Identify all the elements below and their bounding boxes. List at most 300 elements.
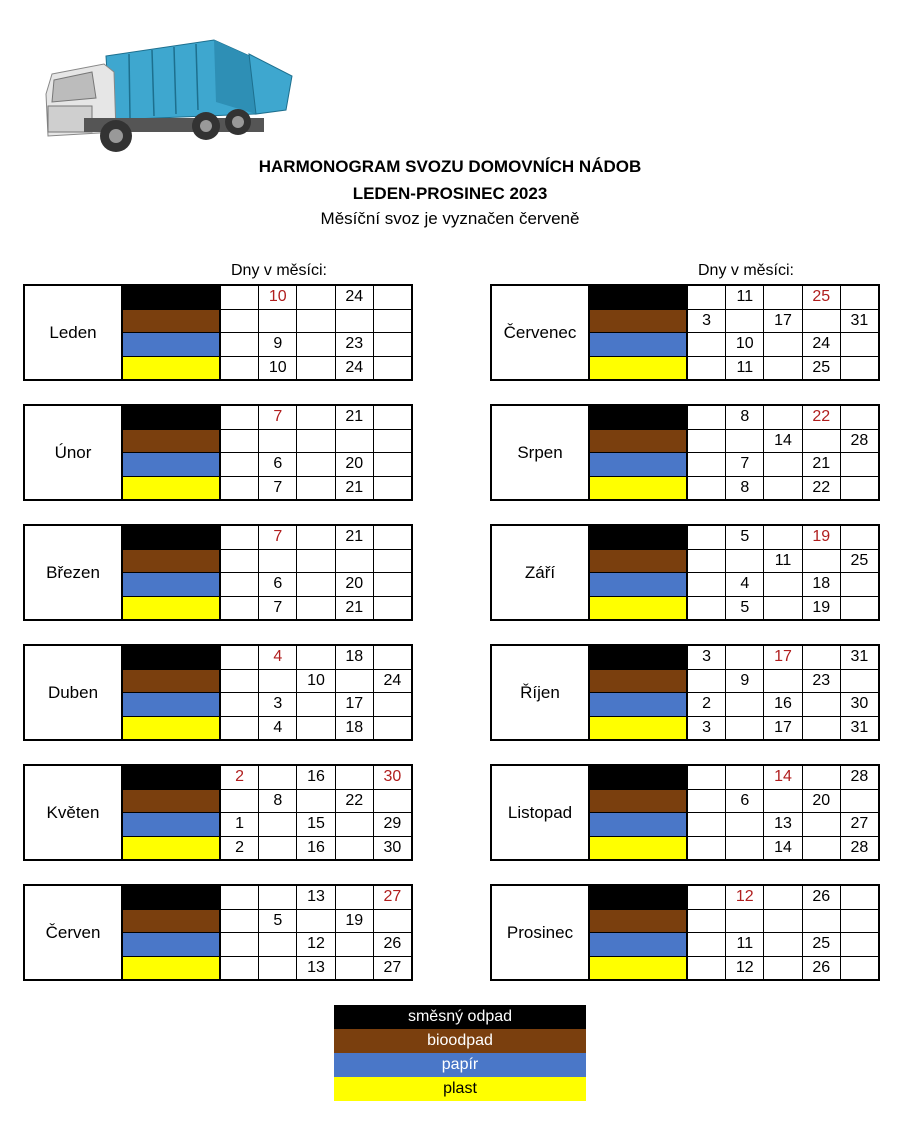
day-cell bbox=[221, 526, 259, 549]
day-cell bbox=[688, 933, 726, 956]
day-cell: 10 bbox=[259, 357, 297, 380]
waste-row bbox=[590, 837, 878, 860]
day-cell bbox=[841, 286, 878, 309]
waste-color-swatch bbox=[590, 526, 688, 549]
day-cell: 3 bbox=[688, 717, 726, 740]
day-cell: 30 bbox=[383, 768, 402, 786]
waste-color-swatch bbox=[590, 357, 688, 380]
day-cell bbox=[726, 550, 764, 573]
day-cell bbox=[688, 526, 726, 549]
waste-color-swatch bbox=[123, 957, 221, 980]
waste-color-swatch bbox=[590, 477, 688, 500]
day-cell: 26 bbox=[383, 935, 402, 953]
day-cell bbox=[297, 646, 335, 669]
month-table bbox=[490, 764, 880, 861]
waste-color-swatch bbox=[590, 597, 688, 620]
day-cell bbox=[259, 813, 297, 836]
month-name: Červenec bbox=[492, 286, 590, 379]
day-cell: 4 bbox=[259, 646, 297, 669]
waste-color-swatch bbox=[123, 837, 221, 860]
waste-row bbox=[590, 286, 878, 310]
day-cell bbox=[841, 790, 878, 813]
day-cell: 19 bbox=[336, 910, 374, 933]
waste-color-swatch bbox=[590, 693, 688, 716]
day-cell bbox=[336, 837, 374, 860]
waste-row bbox=[590, 910, 878, 934]
day-cell bbox=[764, 357, 802, 380]
day-cell bbox=[841, 910, 878, 933]
day-cell bbox=[221, 670, 259, 693]
day-cell bbox=[336, 933, 374, 956]
day-cell: 8 bbox=[726, 406, 764, 429]
day-cell: 20 bbox=[336, 453, 374, 476]
waste-row bbox=[123, 550, 411, 574]
waste-color-swatch bbox=[590, 957, 688, 980]
month-name: Červen bbox=[25, 886, 123, 979]
day-cell bbox=[259, 670, 297, 693]
day-cell bbox=[297, 717, 335, 740]
day-cell bbox=[297, 693, 335, 716]
day-cell bbox=[221, 453, 259, 476]
day-cell: 31 bbox=[850, 311, 869, 329]
day-cell: 9 bbox=[726, 670, 764, 693]
month-name: Září bbox=[492, 526, 590, 619]
day-cell bbox=[841, 573, 878, 596]
waste-row bbox=[590, 933, 878, 957]
waste-color-swatch bbox=[590, 310, 688, 333]
day-cell bbox=[764, 670, 802, 693]
day-cell: 22 bbox=[803, 406, 841, 429]
day-cell: 10 bbox=[726, 333, 764, 356]
day-cell: 13 bbox=[764, 813, 802, 836]
day-cell: 28 bbox=[850, 431, 869, 449]
day-cell bbox=[221, 717, 259, 740]
day-cell bbox=[726, 766, 764, 789]
day-cell: 19 bbox=[803, 526, 841, 549]
day-cell bbox=[764, 333, 802, 356]
waste-row bbox=[123, 646, 411, 670]
day-cell: 24 bbox=[336, 286, 374, 309]
day-cell bbox=[688, 910, 726, 933]
day-cell bbox=[726, 430, 764, 453]
waste-color-swatch bbox=[590, 886, 688, 909]
day-cell: 28 bbox=[850, 768, 869, 786]
day-cell bbox=[221, 957, 259, 980]
waste-color-swatch bbox=[123, 766, 221, 789]
day-cell bbox=[688, 957, 726, 980]
day-cell bbox=[297, 550, 335, 573]
waste-color-swatch bbox=[123, 430, 221, 453]
day-cell: 18 bbox=[336, 646, 374, 669]
day-cell: 11 bbox=[726, 357, 764, 380]
day-cell bbox=[374, 573, 411, 596]
day-cell bbox=[221, 477, 259, 500]
day-cell bbox=[841, 933, 878, 956]
month-table bbox=[490, 884, 880, 981]
waste-color-swatch bbox=[123, 717, 221, 740]
waste-row bbox=[123, 837, 411, 860]
day-cell bbox=[841, 597, 878, 620]
day-cell: 14 bbox=[764, 430, 802, 453]
day-cell: 16 bbox=[297, 766, 335, 789]
waste-row bbox=[123, 910, 411, 934]
waste-row bbox=[590, 717, 878, 740]
day-cell: 25 bbox=[803, 286, 841, 309]
day-cell bbox=[841, 333, 878, 356]
day-cell bbox=[374, 910, 411, 933]
day-cell bbox=[374, 717, 411, 740]
day-cell: 7 bbox=[726, 453, 764, 476]
day-cell bbox=[374, 646, 411, 669]
day-cell bbox=[764, 453, 802, 476]
page-title: HARMONOGRAM SVOZU DOMOVNÍCH NÁDOB bbox=[258, 157, 642, 176]
waste-row bbox=[590, 357, 878, 380]
day-cell: 13 bbox=[297, 957, 335, 980]
day-cell bbox=[688, 430, 726, 453]
day-cell bbox=[259, 837, 297, 860]
month-table bbox=[490, 644, 880, 741]
waste-row bbox=[123, 670, 411, 694]
day-cell: 21 bbox=[336, 597, 374, 620]
month-table bbox=[23, 404, 413, 501]
day-cell: 23 bbox=[336, 333, 374, 356]
day-cell: 16 bbox=[764, 693, 802, 716]
day-cell: 8 bbox=[726, 477, 764, 500]
day-cell: 31 bbox=[850, 718, 869, 736]
day-cell bbox=[764, 910, 802, 933]
day-cell bbox=[297, 910, 335, 933]
day-cell bbox=[259, 933, 297, 956]
month-table bbox=[23, 764, 413, 861]
day-cell bbox=[841, 886, 878, 909]
waste-color-swatch bbox=[123, 286, 221, 309]
day-cell bbox=[688, 790, 726, 813]
day-cell: 24 bbox=[383, 671, 402, 689]
day-cell bbox=[841, 526, 878, 549]
day-cell bbox=[764, 957, 802, 980]
month-table bbox=[23, 884, 413, 981]
month-name: Duben bbox=[25, 646, 123, 739]
month-table bbox=[490, 404, 880, 501]
day-cell bbox=[764, 477, 802, 500]
legend-item: směsný odpad bbox=[334, 1005, 586, 1029]
day-cell: 27 bbox=[850, 815, 869, 833]
day-cell bbox=[726, 646, 764, 669]
day-cell bbox=[688, 813, 726, 836]
day-cell bbox=[841, 477, 878, 500]
waste-color-swatch bbox=[590, 837, 688, 860]
day-cell: 7 bbox=[259, 597, 297, 620]
day-cell bbox=[297, 357, 335, 380]
day-cell bbox=[221, 573, 259, 596]
waste-row bbox=[590, 813, 878, 837]
day-cell bbox=[688, 406, 726, 429]
waste-color-swatch bbox=[590, 933, 688, 956]
waste-color-swatch bbox=[123, 933, 221, 956]
month-table bbox=[23, 644, 413, 741]
day-cell bbox=[297, 406, 335, 429]
waste-color-swatch bbox=[123, 333, 221, 356]
waste-row bbox=[123, 693, 411, 717]
day-cell bbox=[221, 333, 259, 356]
day-cell bbox=[374, 406, 411, 429]
day-cell: 20 bbox=[336, 573, 374, 596]
waste-color-swatch bbox=[123, 670, 221, 693]
day-cell: 18 bbox=[803, 573, 841, 596]
waste-row bbox=[590, 430, 878, 454]
waste-color-swatch bbox=[123, 357, 221, 380]
waste-row bbox=[123, 526, 411, 550]
day-cell bbox=[688, 573, 726, 596]
day-cell bbox=[336, 957, 374, 980]
waste-row bbox=[123, 766, 411, 790]
waste-row bbox=[590, 646, 878, 670]
day-cell: 24 bbox=[336, 357, 374, 380]
legend-item: bioodpad bbox=[334, 1029, 586, 1053]
waste-row bbox=[590, 526, 878, 550]
day-cell bbox=[336, 550, 374, 573]
day-cell bbox=[803, 550, 841, 573]
day-cell bbox=[297, 526, 335, 549]
day-cell bbox=[221, 886, 259, 909]
waste-color-swatch bbox=[123, 910, 221, 933]
waste-row bbox=[123, 357, 411, 380]
day-cell bbox=[803, 837, 841, 860]
month-name: Listopad bbox=[492, 766, 590, 859]
day-cell bbox=[764, 573, 802, 596]
waste-color-swatch bbox=[590, 766, 688, 789]
waste-color-swatch bbox=[590, 333, 688, 356]
day-cell bbox=[221, 790, 259, 813]
waste-row bbox=[590, 310, 878, 334]
day-cell: 16 bbox=[297, 837, 335, 860]
waste-row bbox=[123, 430, 411, 454]
waste-row bbox=[123, 886, 411, 910]
day-cell: 29 bbox=[383, 815, 402, 833]
day-cell: 10 bbox=[259, 286, 297, 309]
day-cell: 2 bbox=[221, 766, 259, 789]
day-cell bbox=[297, 333, 335, 356]
waste-row bbox=[590, 406, 878, 430]
waste-row bbox=[590, 670, 878, 694]
day-cell: 17 bbox=[764, 310, 802, 333]
day-cell bbox=[374, 693, 411, 716]
day-cell bbox=[803, 813, 841, 836]
day-cell bbox=[688, 886, 726, 909]
day-cell: 26 bbox=[803, 886, 841, 909]
day-cell: 21 bbox=[336, 526, 374, 549]
day-cell bbox=[726, 910, 764, 933]
day-cell: 13 bbox=[297, 886, 335, 909]
day-cell bbox=[221, 910, 259, 933]
day-cell: 11 bbox=[726, 286, 764, 309]
day-cell bbox=[336, 766, 374, 789]
day-cell: 4 bbox=[259, 717, 297, 740]
day-cell bbox=[374, 597, 411, 620]
waste-row bbox=[123, 333, 411, 357]
day-cell: 17 bbox=[336, 693, 374, 716]
day-cell: 5 bbox=[726, 597, 764, 620]
waste-color-swatch bbox=[123, 453, 221, 476]
waste-color-swatch bbox=[123, 790, 221, 813]
waste-row bbox=[123, 406, 411, 430]
day-cell: 12 bbox=[726, 957, 764, 980]
day-cell bbox=[259, 886, 297, 909]
day-cell bbox=[297, 430, 335, 453]
day-cell bbox=[688, 357, 726, 380]
day-cell bbox=[221, 310, 259, 333]
waste-color-swatch bbox=[123, 526, 221, 549]
waste-row bbox=[123, 933, 411, 957]
waste-row bbox=[123, 957, 411, 980]
day-cell: 5 bbox=[726, 526, 764, 549]
day-cell: 30 bbox=[383, 838, 402, 856]
day-cell bbox=[726, 837, 764, 860]
waste-row bbox=[590, 886, 878, 910]
day-cell: 21 bbox=[336, 406, 374, 429]
day-cell bbox=[297, 790, 335, 813]
month-table bbox=[23, 284, 413, 381]
day-cell bbox=[297, 310, 335, 333]
day-cell bbox=[764, 790, 802, 813]
day-cell bbox=[688, 453, 726, 476]
month-name: Únor bbox=[25, 406, 123, 499]
day-cell bbox=[374, 453, 411, 476]
waste-color-swatch bbox=[123, 406, 221, 429]
day-cell: 3 bbox=[688, 310, 726, 333]
day-cell bbox=[764, 597, 802, 620]
waste-color-swatch bbox=[590, 646, 688, 669]
day-cell bbox=[803, 646, 841, 669]
month-name: Srpen bbox=[492, 406, 590, 499]
day-cell bbox=[297, 286, 335, 309]
day-cell bbox=[764, 886, 802, 909]
waste-row bbox=[123, 477, 411, 500]
month-table bbox=[490, 524, 880, 621]
waste-row bbox=[123, 573, 411, 597]
day-cell: 17 bbox=[764, 717, 802, 740]
day-cell bbox=[374, 333, 411, 356]
day-cell: 5 bbox=[259, 910, 297, 933]
day-cell bbox=[374, 286, 411, 309]
waste-color-swatch bbox=[590, 406, 688, 429]
day-cell bbox=[336, 430, 374, 453]
day-cell: 20 bbox=[803, 790, 841, 813]
day-cell: 27 bbox=[383, 958, 402, 976]
day-cell bbox=[688, 477, 726, 500]
day-cell: 12 bbox=[297, 933, 335, 956]
day-cell bbox=[803, 430, 841, 453]
day-cell bbox=[221, 933, 259, 956]
day-cell bbox=[297, 477, 335, 500]
day-cell bbox=[764, 406, 802, 429]
waste-color-swatch bbox=[123, 597, 221, 620]
day-cell bbox=[259, 766, 297, 789]
day-cell: 11 bbox=[764, 550, 802, 573]
day-cell bbox=[259, 550, 297, 573]
month-name: Březen bbox=[25, 526, 123, 619]
waste-row bbox=[123, 597, 411, 620]
day-cell bbox=[841, 670, 878, 693]
day-cell: 25 bbox=[803, 933, 841, 956]
day-cell bbox=[336, 310, 374, 333]
waste-color-swatch bbox=[590, 670, 688, 693]
day-cell bbox=[336, 886, 374, 909]
day-cell bbox=[374, 526, 411, 549]
waste-color-swatch bbox=[590, 813, 688, 836]
day-cell: 15 bbox=[297, 813, 335, 836]
day-cell bbox=[688, 670, 726, 693]
waste-color-swatch bbox=[123, 886, 221, 909]
waste-color-swatch bbox=[123, 477, 221, 500]
day-cell bbox=[374, 550, 411, 573]
day-cell: 14 bbox=[764, 837, 802, 860]
day-cell bbox=[374, 430, 411, 453]
month-table bbox=[490, 284, 880, 381]
day-cell bbox=[803, 766, 841, 789]
day-cell: 3 bbox=[259, 693, 297, 716]
waste-row bbox=[590, 597, 878, 620]
page-subtitle-period: LEDEN-PROSINEC 2023 bbox=[352, 184, 548, 203]
day-cell: 17 bbox=[764, 646, 802, 669]
day-cell bbox=[841, 357, 878, 380]
day-cell: 1 bbox=[221, 813, 259, 836]
day-cell: 31 bbox=[850, 648, 869, 666]
day-cell: 2 bbox=[221, 837, 259, 860]
day-cell bbox=[336, 670, 374, 693]
day-cell: 7 bbox=[259, 526, 297, 549]
waste-color-swatch bbox=[590, 550, 688, 573]
day-cell bbox=[297, 453, 335, 476]
day-cell bbox=[221, 406, 259, 429]
day-cell: 4 bbox=[726, 573, 764, 596]
day-cell: 28 bbox=[850, 838, 869, 856]
waste-color-swatch bbox=[590, 910, 688, 933]
legend-item: plast bbox=[334, 1077, 586, 1101]
waste-row bbox=[590, 790, 878, 814]
day-cell bbox=[221, 286, 259, 309]
garbage-truck-illustration bbox=[44, 36, 302, 158]
day-cell: 2 bbox=[688, 693, 726, 716]
waste-row bbox=[123, 813, 411, 837]
waste-color-swatch bbox=[123, 573, 221, 596]
day-cell bbox=[374, 477, 411, 500]
day-cell bbox=[374, 357, 411, 380]
day-cell bbox=[688, 597, 726, 620]
day-cell bbox=[297, 573, 335, 596]
day-cell: 7 bbox=[259, 477, 297, 500]
waste-color-swatch bbox=[123, 813, 221, 836]
waste-color-swatch bbox=[123, 310, 221, 333]
day-cell: 24 bbox=[803, 333, 841, 356]
days-label-right: Dny v měsíci: bbox=[697, 262, 794, 279]
waste-row bbox=[590, 477, 878, 500]
day-cell: 22 bbox=[336, 790, 374, 813]
day-cell: 8 bbox=[259, 790, 297, 813]
day-cell bbox=[336, 813, 374, 836]
day-cell bbox=[688, 286, 726, 309]
waste-row bbox=[590, 573, 878, 597]
day-cell bbox=[726, 717, 764, 740]
day-cell: 12 bbox=[726, 886, 764, 909]
waste-color-swatch bbox=[590, 717, 688, 740]
day-cell bbox=[221, 597, 259, 620]
legend-item: papír bbox=[334, 1053, 586, 1077]
day-cell bbox=[221, 693, 259, 716]
day-cell bbox=[841, 957, 878, 980]
day-cell: 10 bbox=[297, 670, 335, 693]
day-cell bbox=[221, 430, 259, 453]
